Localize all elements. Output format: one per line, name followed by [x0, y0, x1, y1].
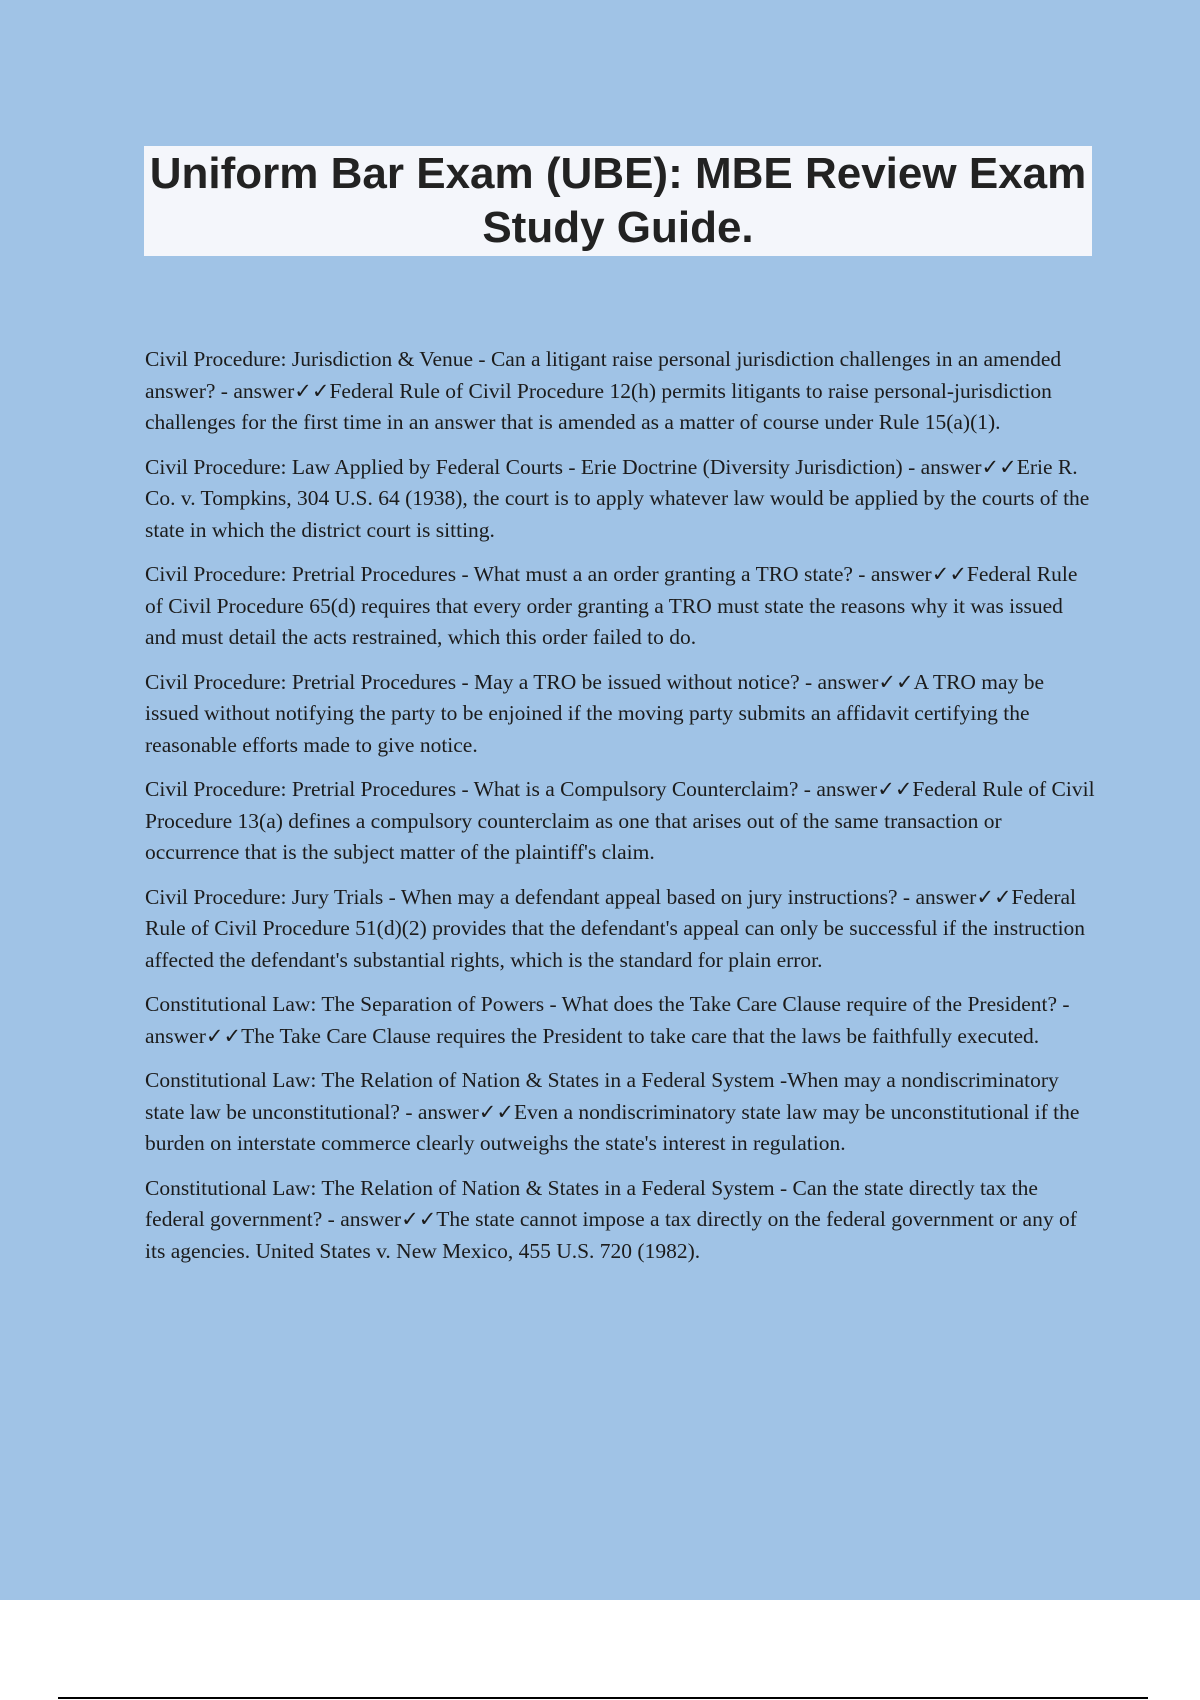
answer-label: answer — [920, 454, 982, 479]
bottom-divider — [58, 1697, 1148, 1699]
double-check-icon: ✓✓ — [401, 1207, 437, 1231]
qa-answer: Erie R. Co. v. Tompkins, 304 U.S. 64 (1938), the court is to apply whatever law would be applied by the courts of the state in which the district court is sitting. — [145, 454, 1090, 542]
answer-label: answer — [417, 1099, 479, 1124]
double-check-icon: ✓✓ — [877, 777, 913, 801]
qa-item — [145, 882, 1095, 977]
qa-answer: Federal Rule of Civil Procedure 12(h) permits litigants to raise personal-jurisdiction challenges for the first time in an answer that is amended as a matter of course under Rule 15(a)(1). — [145, 378, 1052, 434]
qa-item — [145, 667, 1095, 762]
answer-label: answer — [233, 378, 295, 403]
qa-question: Civil Procedure: Jury Trials - When may a defendant appeal based on jury instructions? - — [145, 884, 916, 909]
qa-item — [145, 1065, 1095, 1160]
qa-answer: The Take Care Clause requires the President to take care that the laws be faithfully executed. — [241, 1023, 1040, 1048]
answer-label: answer — [340, 1207, 402, 1231]
double-check-icon: ✓✓ — [878, 669, 914, 694]
qa-question: Civil Procedure: Jurisdiction & Venue - Can a litigant raise personal jurisdiction challenges in an amended answer? - — [145, 347, 1062, 403]
qa-question: Constitutional Law: The Separation of Powers - What does the Take Care Clause require of the President? - — [145, 992, 1070, 1016]
double-check-icon: ✓✓ — [205, 1023, 242, 1048]
qa-question: Constitutional Law: The Relation of Nation & States in a Federal System -When may a nondiscriminatory state law be unconstitutional? - — [145, 1068, 1059, 1124]
qa-item — [145, 774, 1095, 869]
double-check-icon: ✓✓ — [976, 884, 1012, 909]
answer-label: answer — [145, 1023, 206, 1048]
page-title: Uniform Bar Exam (UBE): MBE Review Exam Study Guide. — [149, 149, 1087, 252]
qa-answer: Even a nondiscriminatory state law may be unconstitutional if the burden on interstate commerce clearly outweighs the state's interest in regulation. — [145, 1099, 1080, 1155]
qa-item — [145, 344, 1095, 439]
answer-label: answer — [915, 884, 977, 909]
qa-item — [145, 1173, 1095, 1268]
qa-question: Civil Procedure: Pretrial Procedures - What is a Compulsory Counterclaim? - — [145, 777, 817, 801]
answer-label: answer — [870, 562, 932, 586]
qa-list — [145, 344, 1095, 1280]
double-check-icon: ✓✓ — [294, 378, 330, 403]
qa-question: Civil Procedure: Pretrial Procedures - May a TRO be issued without notice? - — [145, 669, 818, 694]
answer-label: answer — [816, 777, 878, 801]
qa-question: Constitutional Law: The Relation of Nation & States in a Federal System - Can the state directly tax the federal government? - — [145, 1175, 1038, 1231]
double-check-icon: ✓✓ — [981, 454, 1017, 479]
title-banner — [144, 146, 1092, 256]
qa-question: Civil Procedure: Pretrial Procedures - What must a an order granting a TRO state? - — [145, 562, 871, 586]
double-check-icon: ✓✓ — [478, 1099, 514, 1124]
qa-item — [145, 452, 1095, 547]
answer-label: answer — [817, 669, 879, 694]
double-check-icon: ✓✓ — [931, 562, 967, 586]
qa-answer: A TRO may be issued without notifying the party to be enjoined if the moving party submits an affidavit certifying the reasonable efforts made to give notice. — [145, 669, 1044, 757]
qa-item — [145, 989, 1095, 1052]
qa-answer: Federal Rule of Civil Procedure 51(d)(2) provides that the defendant's appeal can only be successful if the instruction affected the defendant's substantial rights, which is the standard for plain error. — [145, 884, 1086, 972]
qa-question: Civil Procedure: Law Applied by Federal Courts - Erie Doctrine (Diversity Jurisdiction) - — [145, 454, 921, 479]
qa-item — [145, 559, 1095, 654]
qa-answer: The state cannot impose a tax directly on the federal government or any of its agencies. United States v. New Mexico, 455 U.S. 720 (1982). — [145, 1207, 1077, 1263]
qa-answer: Federal Rule of Civil Procedure 13(a) defines a compulsory counterclaim as one that arises out of the same transaction or occurrence that is the subject matter of the plaintiff's claim. — [145, 777, 1095, 864]
qa-answer: Federal Rule of Civil Procedure 65(d) requires that every order granting a TRO must state the reasons why it was issued and must detail the acts restrained, which this order failed to do. — [145, 562, 1078, 649]
